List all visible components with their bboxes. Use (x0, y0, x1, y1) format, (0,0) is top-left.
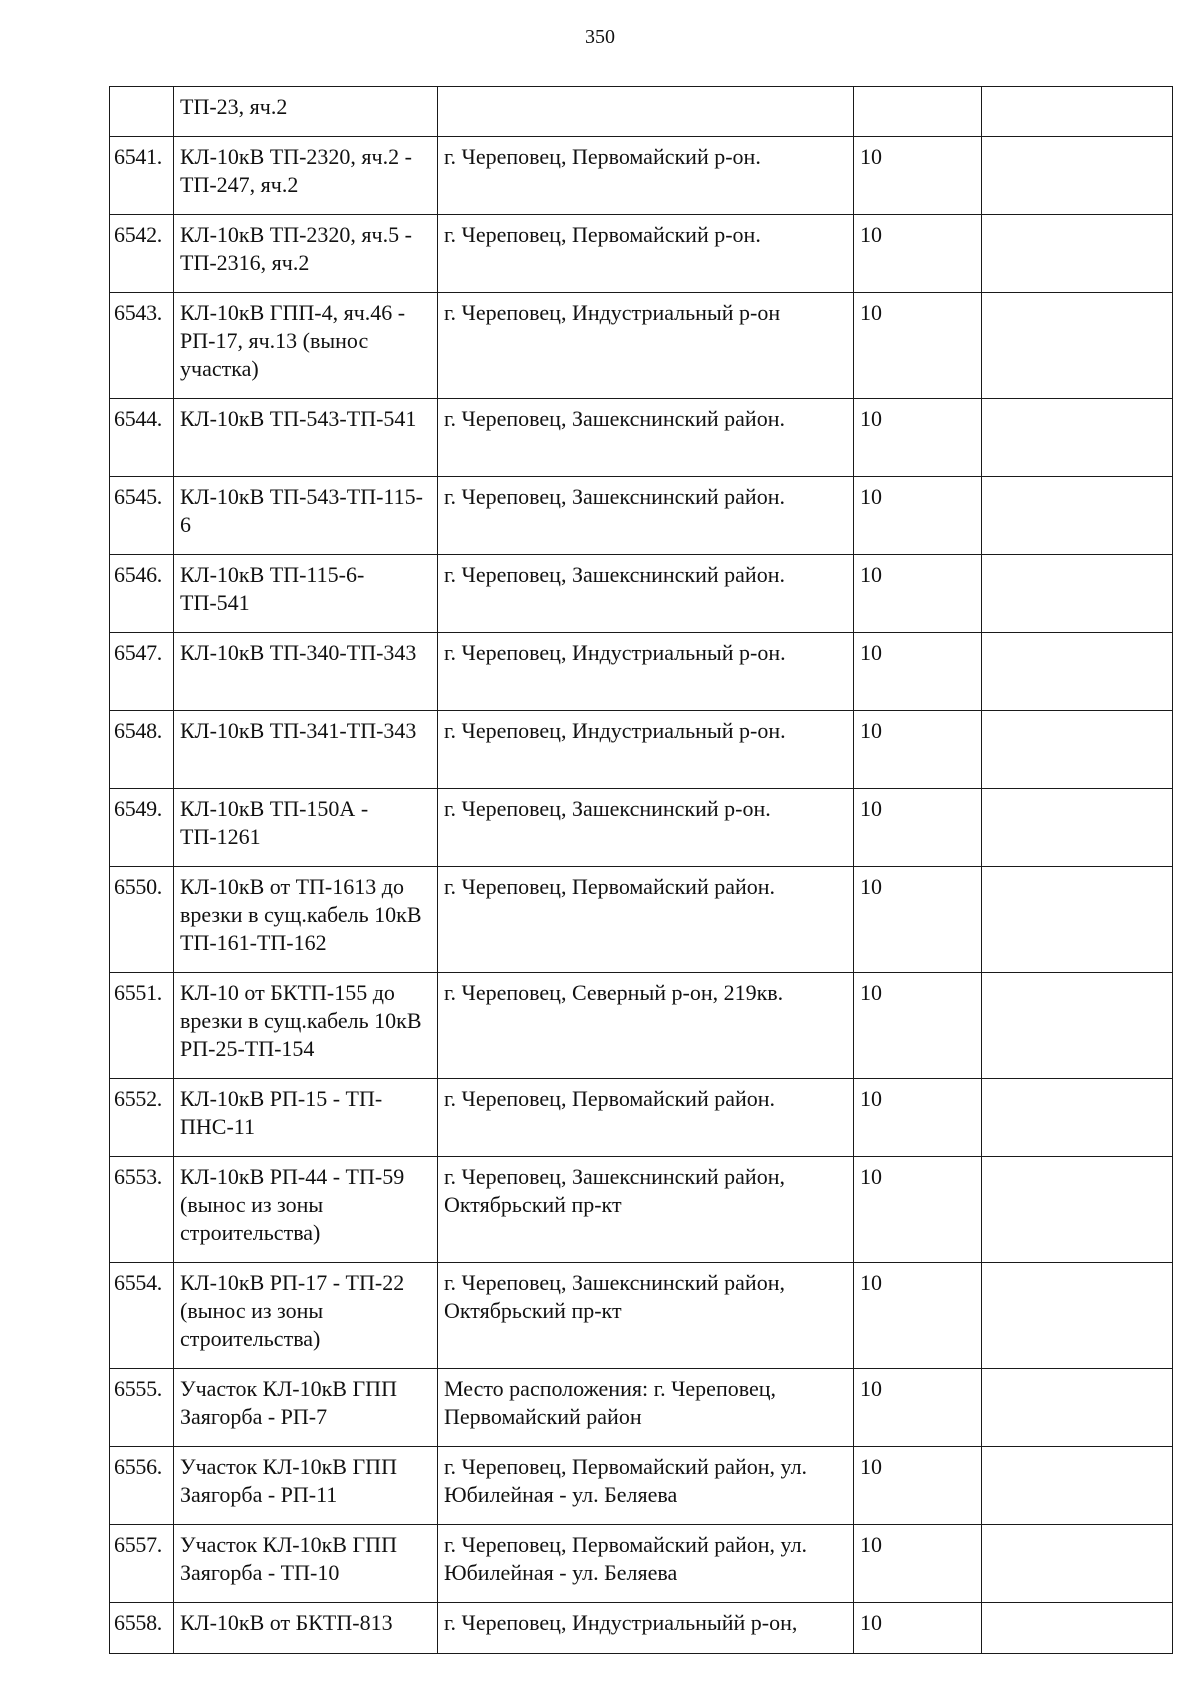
cell-voltage: 10 (854, 867, 982, 973)
table-row (110, 555, 1173, 633)
cell-line-name: КЛ-10кВ РП-15 - ТП-ПНС-11 (174, 1079, 438, 1157)
cell-extra (982, 633, 1173, 711)
cell-line-name: КЛ-10кВ ТП-2320, яч.5 - ТП-2316, яч.2 (174, 215, 438, 293)
cell-line-name: КЛ-10кВ от БКТП-813 (174, 1603, 438, 1654)
cell-extra (982, 1603, 1173, 1654)
cell-extra (982, 867, 1173, 973)
table-row (110, 215, 1173, 293)
table-row (110, 789, 1173, 867)
cell-number: 6553. (110, 1157, 174, 1263)
table-row (110, 1079, 1173, 1157)
cell-number: 6546. (110, 555, 174, 633)
table-row (110, 1369, 1173, 1447)
cell-voltage: 10 (854, 555, 982, 633)
cell-number: 6552. (110, 1079, 174, 1157)
cell-number: 6549. (110, 789, 174, 867)
cell-extra (982, 1157, 1173, 1263)
table-row (110, 137, 1173, 215)
cell-voltage: 10 (854, 1525, 982, 1603)
table-row (110, 1157, 1173, 1263)
table-row (110, 1263, 1173, 1369)
cell-number: 6545. (110, 477, 174, 555)
cell-number: 6557. (110, 1525, 174, 1603)
cell-voltage: 10 (854, 1369, 982, 1447)
cell-voltage: 10 (854, 973, 982, 1079)
cell-number: 6541. (110, 137, 174, 215)
cell-extra (982, 1369, 1173, 1447)
cell-address: г. Череповец, Первомайский район. (438, 867, 854, 973)
table-row (110, 1447, 1173, 1525)
cell-voltage: 10 (854, 633, 982, 711)
table-row (110, 399, 1173, 477)
cell-voltage: 10 (854, 1157, 982, 1263)
page-number: 350 (585, 26, 615, 48)
cell-line-name: КЛ-10 от БКТП-155 до врезки в сущ.кабель 10кВ РП-25-ТП-154 (174, 973, 438, 1079)
cell-extra (982, 137, 1173, 215)
cell-number: 6550. (110, 867, 174, 973)
cell-extra (982, 1525, 1173, 1603)
table-row (110, 711, 1173, 789)
cell-number: 6554. (110, 1263, 174, 1369)
cell-address: г. Череповец, Первомайский район. (438, 1079, 854, 1157)
cell-voltage: 10 (854, 137, 982, 215)
table-row (110, 477, 1173, 555)
registry-table (109, 86, 1173, 1654)
cell-line-name: Участок КЛ-10кВ ГПП Заягорба - ТП-10 (174, 1525, 438, 1603)
cell-voltage: 10 (854, 1263, 982, 1369)
cell-line-name: КЛ-10кВ РП-17 - ТП-22 (вынос из зоны строительства) (174, 1263, 438, 1369)
cell-address: Место расположения: г. Череповец, Первомайский район (438, 1369, 854, 1447)
cell-address: г. Череповец, Зашекснинский район. (438, 477, 854, 555)
cell-number: 6556. (110, 1447, 174, 1525)
cell-address: г. Череповец, Индустриальный р-он. (438, 633, 854, 711)
cell-line-name: ТП-23, яч.2 (174, 87, 438, 137)
cell-extra (982, 711, 1173, 789)
table-row (110, 293, 1173, 399)
cell-line-name: КЛ-10кВ от ТП-1613 до врезки в сущ.кабель 10кВ ТП-161-ТП-162 (174, 867, 438, 973)
cell-line-name: КЛ-10кВ ТП-543-ТП-115-6 (174, 477, 438, 555)
cell-line-name: КЛ-10кВ ТП-543-ТП-541 (174, 399, 438, 477)
table-row (110, 1603, 1173, 1654)
cell-extra (982, 293, 1173, 399)
cell-voltage: 10 (854, 215, 982, 293)
cell-voltage: 10 (854, 293, 982, 399)
cell-line-name: Участок КЛ-10кВ ГПП Заягорба - РП-11 (174, 1447, 438, 1525)
cell-address: г. Череповец, Первомайский район, ул. Юбилейная - ул. Беляева (438, 1525, 854, 1603)
cell-address: г. Череповец, Зашекснинский район, Октябрьский пр-кт (438, 1157, 854, 1263)
cell-voltage: 10 (854, 711, 982, 789)
cell-line-name: КЛ-10кВ ТП-150А - ТП-1261 (174, 789, 438, 867)
cell-address: г. Череповец, Первомайский р-он. (438, 215, 854, 293)
cell-extra (982, 399, 1173, 477)
cell-number: 6547. (110, 633, 174, 711)
cell-address: г. Череповец, Индустриальный р-он (438, 293, 854, 399)
cell-extra (982, 555, 1173, 633)
cell-number: 6543. (110, 293, 174, 399)
cell-address: г. Череповец, Зашекснинский р-он. (438, 789, 854, 867)
table-row (110, 973, 1173, 1079)
cell-address: г. Череповец, Первомайский р-он. (438, 137, 854, 215)
cell-address: г. Череповец, Зашекснинский район. (438, 399, 854, 477)
cell-extra (982, 87, 1173, 137)
cell-line-name: КЛ-10кВ ТП-341-ТП-343 (174, 711, 438, 789)
cell-address: г. Череповец, Зашекснинский район, Октябрьский пр-кт (438, 1263, 854, 1369)
cell-number (110, 87, 174, 137)
cell-address: г. Череповец, Индустриальный р-он. (438, 711, 854, 789)
cell-voltage: 10 (854, 399, 982, 477)
cell-voltage: 10 (854, 789, 982, 867)
cell-extra (982, 973, 1173, 1079)
table-row (110, 867, 1173, 973)
cell-number: 6544. (110, 399, 174, 477)
cell-line-name: Участок КЛ-10кВ ГПП Заягорба - РП-7 (174, 1369, 438, 1447)
table-row (110, 1525, 1173, 1603)
table-row (110, 633, 1173, 711)
cell-line-name: КЛ-10кВ ТП-2320, яч.2 - ТП-247, яч.2 (174, 137, 438, 215)
cell-address: г. Череповец, Первомайский район, ул. Юбилейная - ул. Беляева (438, 1447, 854, 1525)
cell-number: 6555. (110, 1369, 174, 1447)
cell-voltage: 10 (854, 477, 982, 555)
cell-extra (982, 1447, 1173, 1525)
table-row (110, 87, 1173, 137)
registry-table-body (110, 87, 1173, 1654)
cell-number: 6551. (110, 973, 174, 1079)
cell-extra (982, 215, 1173, 293)
cell-line-name: КЛ-10кВ ГПП-4, яч.46 - РП-17, яч.13 (вынос участка) (174, 293, 438, 399)
cell-address: г. Череповец, Северный р-он, 219кв. (438, 973, 854, 1079)
cell-extra (982, 1079, 1173, 1157)
cell-voltage: 10 (854, 1603, 982, 1654)
cell-number: 6558. (110, 1603, 174, 1654)
cell-extra (982, 477, 1173, 555)
cell-address: г. Череповец, Индустриальныйй р-он, (438, 1603, 854, 1654)
cell-voltage: 10 (854, 1447, 982, 1525)
cell-line-name: КЛ-10кВ РП-44 - ТП-59 (вынос из зоны строительства) (174, 1157, 438, 1263)
cell-line-name: КЛ-10кВ ТП-115-6-ТП-541 (174, 555, 438, 633)
cell-address: г. Череповец, Зашекснинский район. (438, 555, 854, 633)
cell-extra (982, 789, 1173, 867)
cell-voltage (854, 87, 982, 137)
cell-line-name: КЛ-10кВ ТП-340-ТП-343 (174, 633, 438, 711)
cell-voltage: 10 (854, 1079, 982, 1157)
cell-number: 6548. (110, 711, 174, 789)
cell-number: 6542. (110, 215, 174, 293)
cell-extra (982, 1263, 1173, 1369)
cell-address (438, 87, 854, 137)
